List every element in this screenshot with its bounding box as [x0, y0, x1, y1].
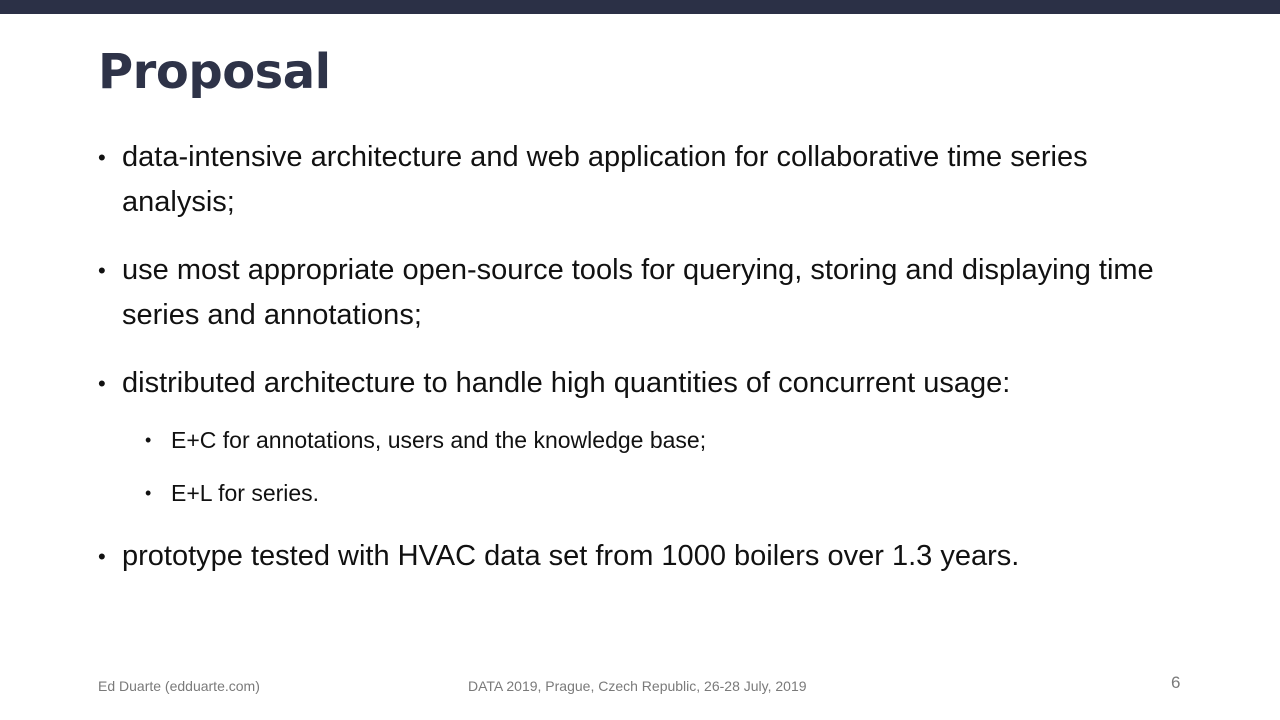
bullet-text: use most appropriate open-source tools for querying, storing and displaying time series and annotations; — [122, 254, 1154, 331]
bullet-text: prototype tested with HVAC data set from 1000 boilers over 1.3 years. — [122, 540, 1020, 572]
sub-bullet-marker: • — [145, 483, 152, 503]
bullet-marker: • — [98, 145, 106, 170]
footer-author: Ed Duarte (edduarte.com) — [98, 678, 260, 694]
top-accent-bar — [0, 0, 1280, 14]
bullet-marker: • — [98, 544, 106, 569]
slide-title: Proposal — [98, 44, 331, 100]
sub-bullet-text: E+C for annotations, users and the knowledge base; — [171, 427, 707, 453]
sub-bullet-marker: • — [145, 430, 152, 450]
page-number: 6 — [1171, 673, 1181, 692]
sub-bullet-text: E+L for series. — [171, 480, 320, 506]
bullet-marker: • — [98, 371, 106, 396]
footer-event: DATA 2019, Prague, Czech Republic, 26-28 July, 2019 — [468, 678, 807, 694]
bullet-marker: • — [98, 258, 106, 283]
bullet-text: distributed architecture to handle high quantities of concurrent usage: — [122, 367, 1011, 399]
bullet-text: data-intensive architecture and web application for collaborative time series analysis; — [122, 141, 1088, 218]
